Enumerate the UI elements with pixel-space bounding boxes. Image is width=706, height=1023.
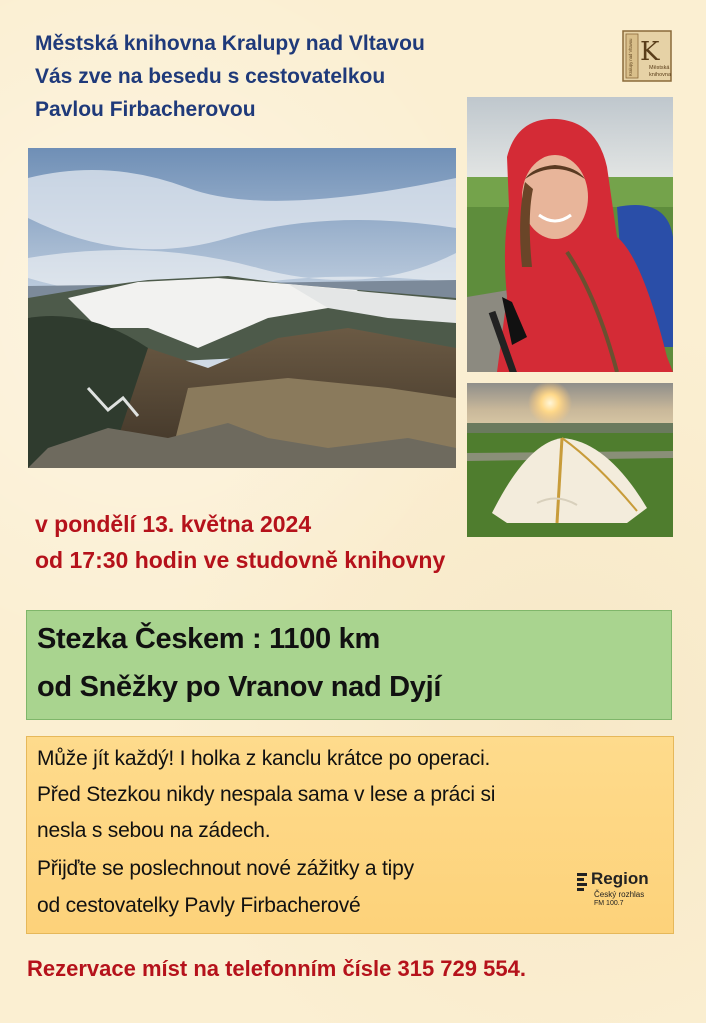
logo-word-1: Městská (649, 65, 670, 71)
talk-title-line-2: od Sněžky po Vranov nad Dyjí (37, 671, 442, 703)
logo-letter: K (640, 37, 660, 67)
header-line-3: Pavlou Firbacherovou (35, 98, 256, 121)
sponsor-logo (577, 869, 667, 913)
description-line-5: od cestovatelky Pavly Firbacherové (37, 894, 361, 917)
talk-title-line-1: Stezka Českem : 1100 km (37, 623, 380, 655)
description-line-3: nesla s sebou na zádech. (37, 819, 271, 842)
radio-bars-icon (577, 873, 587, 891)
mountain-photo (28, 148, 456, 468)
traveler-photo (467, 97, 673, 372)
logo-spine-text: Kralupy nad Vltavou (628, 38, 633, 76)
event-date: v pondělí 13. května 2024 (35, 511, 312, 537)
description-line-4: Přijďte se poslechnout nové zážitky a tipy (37, 857, 414, 880)
header-line-1: Městská knihovna Kralupy nad Vltavou (35, 32, 425, 55)
logo-word-2: knihovna (649, 72, 672, 78)
talk-title-box (26, 610, 672, 720)
tent-photo (467, 383, 673, 537)
library-logo (622, 30, 672, 82)
description-line-1: Může jít každý! I holka z kanclu krátce po operaci. (37, 747, 491, 770)
description-line-2: Před Stezkou nikdy nespala sama v lese a práci si (37, 783, 496, 806)
sponsor-sub-2: FM 100.7 (594, 900, 624, 907)
event-time-place: od 17:30 hodin ve studovně knihovny (35, 547, 446, 573)
sponsor-name: Region (591, 869, 649, 888)
sponsor-sub-1: Český rozhlas (594, 890, 645, 899)
reservation-footer: Rezervace míst na telefonním čísle 315 729 554. (27, 956, 526, 981)
header-line-2: Vás zve na besedu s cestovatelkou (35, 65, 386, 88)
description-box (26, 736, 674, 934)
